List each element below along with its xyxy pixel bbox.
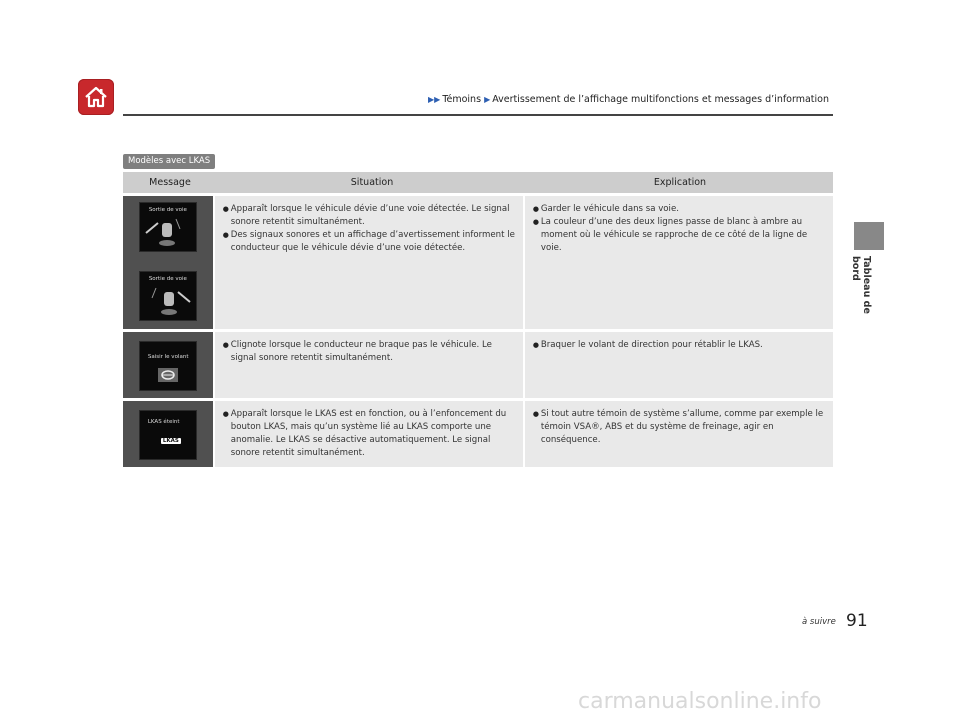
home-icon xyxy=(83,85,109,109)
display-title: Sortie de voie xyxy=(148,207,187,213)
message-table xyxy=(123,172,833,467)
table-row xyxy=(123,196,833,329)
explication-cell xyxy=(525,332,833,398)
explication-cell xyxy=(525,196,833,329)
section-label: Tableau de bord xyxy=(850,256,872,314)
lkas-indicator-icon: LKAS xyxy=(162,438,179,444)
steering-required-display xyxy=(139,341,197,391)
situation-item: ● Clignote lorsque le conducteur ne braque pas le véhicule. Le signal sonore retentit simultanément. xyxy=(223,339,515,365)
lkas-off-display xyxy=(139,410,197,460)
message-display-cell xyxy=(123,401,213,467)
situation-cell xyxy=(215,332,523,398)
situation-item: ● Apparaît lorsque le véhicule dévie d’une voie détectée. Le signal sonore retentit simultanément. xyxy=(223,203,515,229)
steering-wheel-icon xyxy=(140,342,196,390)
column-header-situation: Situation xyxy=(350,177,394,188)
lane-departure-display xyxy=(139,202,197,252)
breadcrumb-temoins[interactable]: Témoins xyxy=(442,94,482,105)
situation-item: ● Apparaît lorsque le LKAS est en fonction, ou à l’enfoncement du bouton LKAS, mais qu’un système lié au LKAS comporte une anomalie. Le LKAS se désactive automatiquement. Le signal sonore retentit simultanément. xyxy=(223,408,515,460)
triangle-right-icon: ▶ xyxy=(484,95,491,104)
explication-item: ● Garder le véhicule dans sa voie. xyxy=(533,203,825,216)
explication-item: ● Si tout autre témoin de système s’allume, comme par exemple le témoin VSA®, ABS et du système de freinage, agir en conséquence. xyxy=(533,408,825,447)
table-header xyxy=(123,172,833,193)
explication-item: ● Braquer le volant de direction pour rétablir le LKAS. xyxy=(533,339,825,352)
situation-cell xyxy=(215,196,523,329)
watermark: carmanualsonline.info xyxy=(578,689,822,714)
display-title: Saisir le volant xyxy=(147,354,189,360)
explication-cell xyxy=(525,401,833,467)
home-button[interactable] xyxy=(78,79,114,115)
breadcrumb-current: Avertissement de l’affichage multifonctions et messages d’information xyxy=(492,94,830,105)
message-display-cell xyxy=(123,196,213,329)
column-header-explication: Explication xyxy=(653,177,707,188)
breadcrumb xyxy=(428,94,829,105)
continued-label: à suivre xyxy=(802,617,836,627)
explication-item: ● La couleur d’une des deux lignes passe de blanc à ambre au moment où le véhicule se rapproche de ce côté de la ligne de voie. xyxy=(533,216,825,255)
column-header-message: Message xyxy=(149,177,191,188)
situation-cell xyxy=(215,401,523,467)
triangle-right-icon: ▶▶ xyxy=(428,95,441,104)
display-title: Sortie de voie xyxy=(148,276,187,282)
page-number: 91 xyxy=(846,611,868,631)
lane-departure-right-icon xyxy=(140,272,196,320)
message-display-cell xyxy=(123,332,213,398)
lane-departure-display xyxy=(139,271,197,321)
table-row xyxy=(123,401,833,467)
lane-departure-left-icon xyxy=(140,203,196,251)
section-tab xyxy=(854,222,884,250)
header-divider xyxy=(123,114,833,116)
table-row xyxy=(123,332,833,398)
model-tag: Modèles avec LKAS xyxy=(123,154,215,169)
situation-item: ● Des signaux sonores et un affichage d’avertissement informent le conducteur que le véhicule dévie d’une voie détectée. xyxy=(223,229,515,255)
display-title: LKAS éteint xyxy=(147,419,180,425)
